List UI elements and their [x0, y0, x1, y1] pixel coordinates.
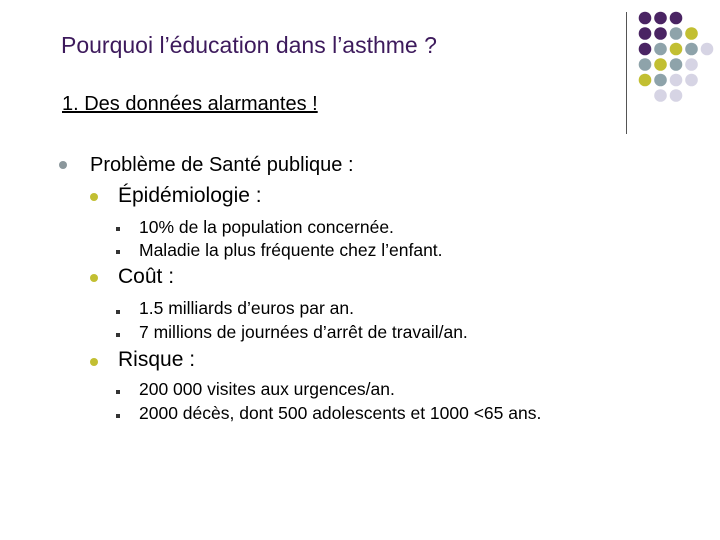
decor-dot — [639, 74, 652, 87]
slide-subtitle: 1. Des données alarmantes ! — [62, 93, 318, 115]
list-item: Maladie la plus fréquente chez l’enfant. — [139, 240, 443, 260]
decor-dot — [639, 12, 652, 25]
bullet-dot — [90, 193, 98, 201]
decor-dot — [654, 58, 667, 71]
decor-dot — [670, 43, 683, 56]
decor-dot — [654, 74, 667, 87]
bullet-dot — [90, 274, 98, 282]
list-item: 2000 décès, dont 500 adolescents et 1000 <65 ans. — [139, 403, 542, 423]
decor-dot — [670, 12, 683, 25]
decor-dot — [670, 27, 683, 40]
decor-dot — [685, 43, 698, 56]
decor-dot — [685, 27, 698, 40]
bullet-square — [116, 227, 120, 231]
list-item: 200 000 visites aux urgences/an. — [139, 379, 395, 399]
decor-dot — [685, 74, 698, 87]
decor-dot — [670, 58, 683, 71]
divider-line — [626, 12, 627, 134]
bullet-square — [116, 390, 120, 394]
decor-dot — [685, 58, 698, 71]
decor-dot — [670, 74, 683, 87]
group-heading-risque: Risque : — [118, 348, 196, 371]
decor-dot — [654, 89, 667, 102]
slide-title: Pourquoi l’éducation dans l’asthme ? — [61, 32, 437, 58]
bullet-dot — [59, 161, 67, 169]
bullet-dot — [90, 358, 98, 366]
list-item: 7 millions de journées d’arrêt de travail/an. — [139, 322, 468, 342]
section-heading: Problème de Santé publique : — [90, 154, 354, 176]
list-item: 1.5 milliards d’euros par an. — [139, 298, 354, 318]
bullet-square — [116, 310, 120, 314]
bullet-square — [116, 414, 120, 418]
decor-dot — [654, 43, 667, 56]
list-item: 10% de la population concernée. — [139, 217, 394, 237]
decor-dot — [654, 12, 667, 25]
decor-dot — [701, 43, 714, 56]
group-heading-epidemiologie: Épidémiologie : — [118, 184, 262, 207]
decor-dot — [639, 58, 652, 71]
bullet-square — [116, 250, 120, 254]
bullet-square — [116, 333, 120, 337]
group-heading-cout: Coût : — [118, 265, 175, 288]
decor-dot — [639, 43, 652, 56]
decor-dot — [639, 27, 652, 40]
decor-dot — [670, 89, 683, 102]
decor-dot — [654, 27, 667, 40]
